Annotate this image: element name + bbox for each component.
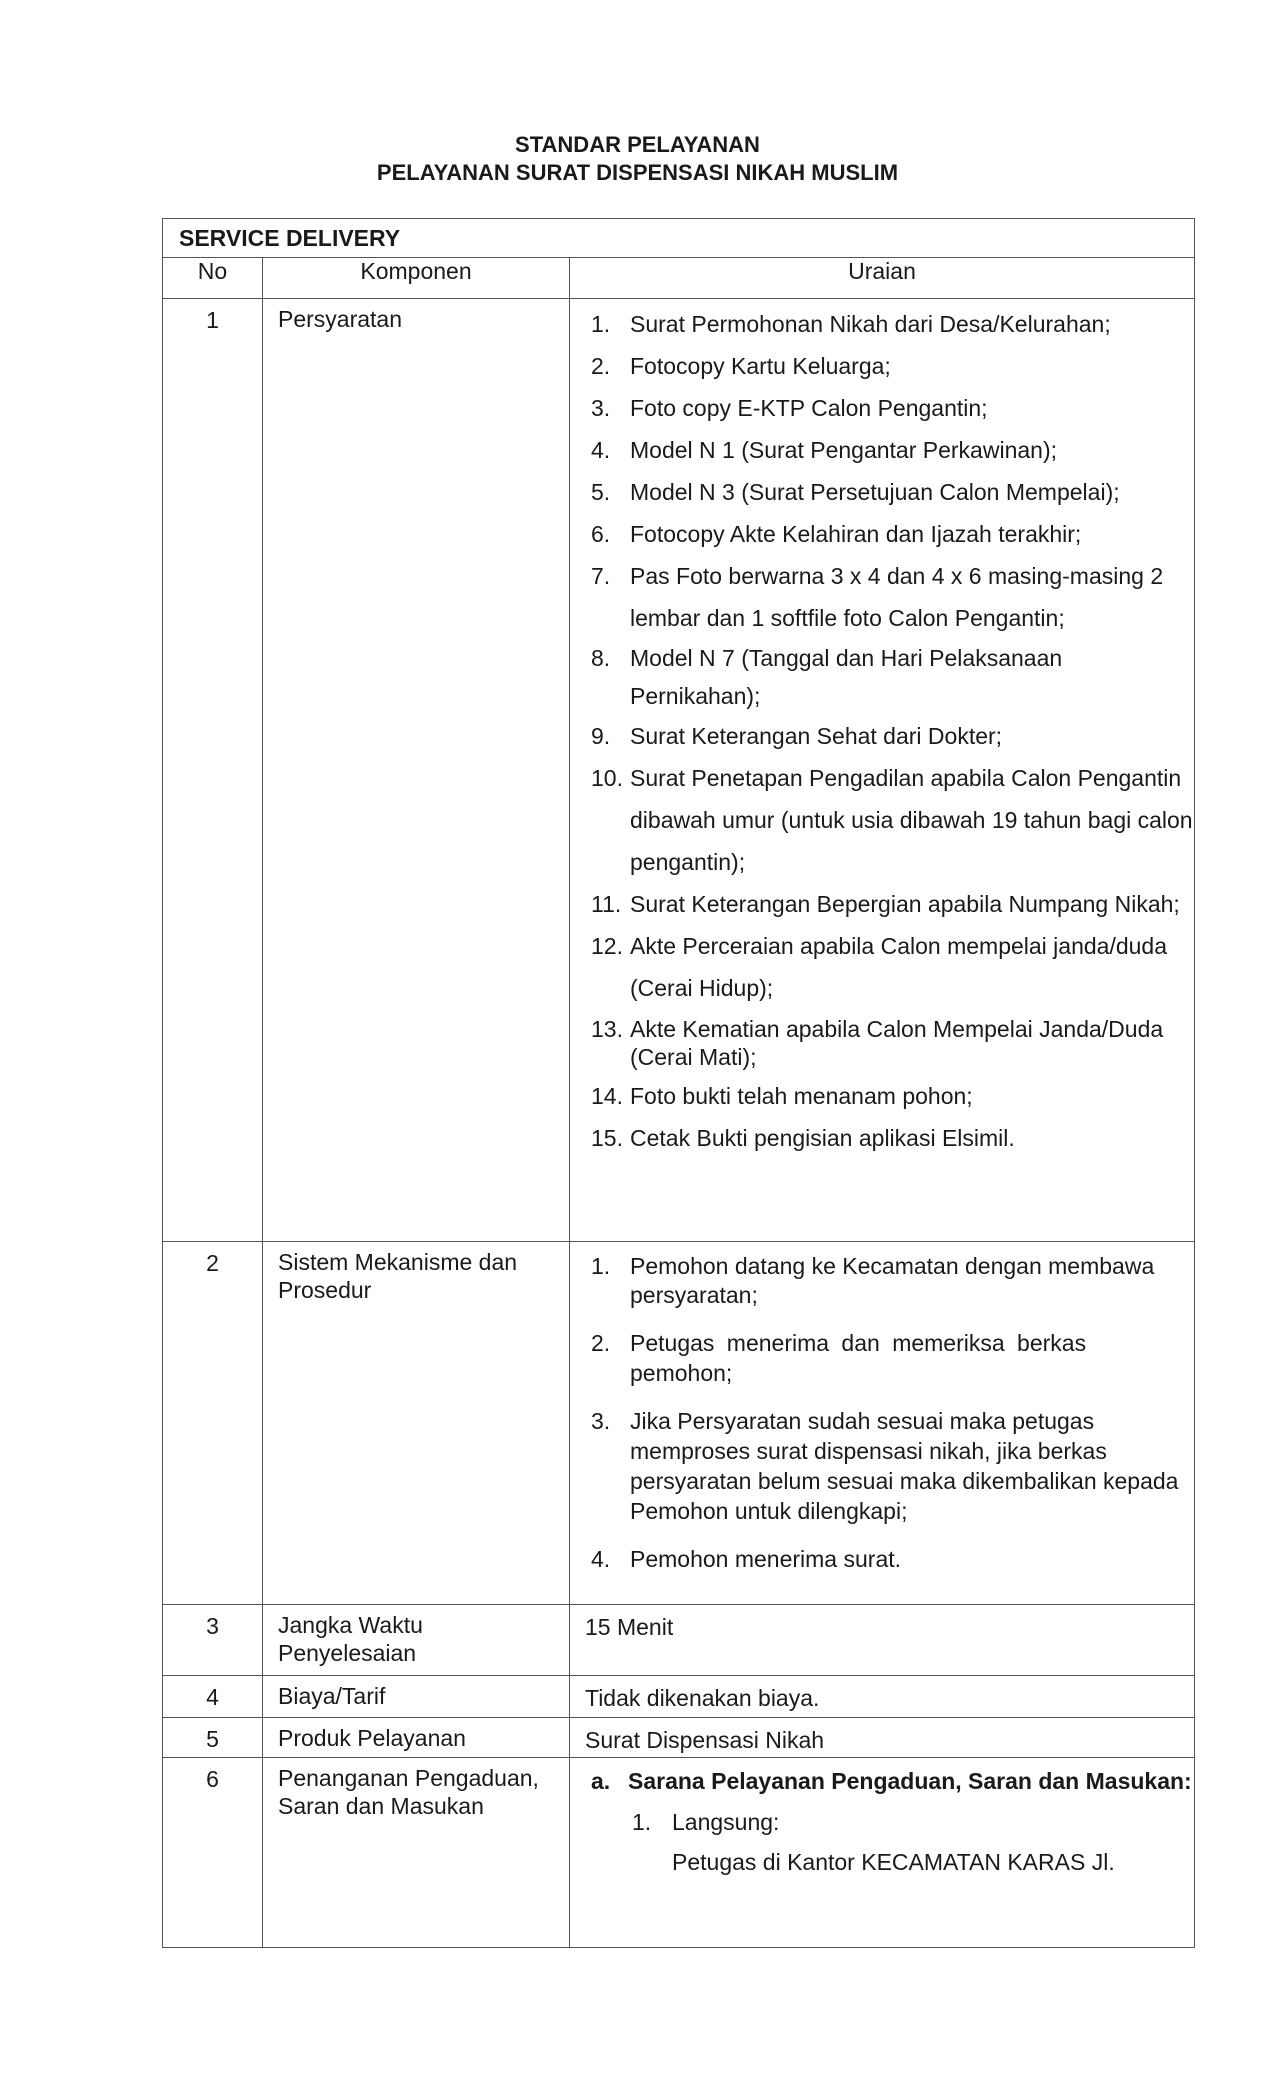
list-item: 5. Model N 3 (Surat Persetujuan Calon Mempelai); — [591, 479, 1120, 505]
complaint-channel-detail: Petugas di Kantor KECAMATAN KARAS Jl. — [672, 1849, 1115, 1875]
list-item: 9. Surat Keterangan Sehat dari Dokter; — [591, 723, 1003, 749]
list-item: 1. Surat Permohonan Nikah dari Desa/Kelurahan; — [591, 311, 1111, 337]
row-uraian: 15 Menit — [585, 1614, 674, 1640]
list-item: 12. Akte Perceraian apabila Calon mempelai janda/duda (Cerai Hidup); — [591, 933, 1168, 1001]
complaint-channel-label: Langsung: — [672, 1809, 780, 1835]
header-komponen: Komponen — [263, 258, 570, 299]
service-standard-table — [162, 218, 1195, 1948]
table-row — [163, 1758, 1195, 1948]
list-item: 13. Akte Kematian apabila Calon Mempelai Janda/Duda (Cerai Mati); — [591, 1016, 1164, 1070]
header-no: No — [163, 258, 263, 299]
list-item: 2. Petugas menerima dan memeriksa berkas pemohon; — [591, 1330, 1087, 1386]
row-number: 3 — [206, 1613, 219, 1639]
document-subtitle: PELAYANAN SURAT DISPENSASI NIKAH MUSLIM — [376, 160, 899, 185]
procedure-list — [570, 1242, 1194, 1580]
row-uraian: Surat Dispensasi Nikah — [585, 1727, 825, 1753]
row-number: 4 — [206, 1684, 219, 1710]
list-item: 4. Model N 1 (Surat Pengantar Perkawinan); — [591, 437, 1057, 463]
complaint-section-heading: a. Sarana Pelayanan Pengaduan, Saran dan Masukan: — [591, 1768, 1192, 1794]
header-uraian: Uraian — [570, 258, 1195, 299]
list-item: 3. Foto copy E-KTP Calon Pengantin; — [591, 395, 988, 421]
row-uraian: Tidak dikenakan biaya. — [585, 1685, 820, 1711]
row-komponen: Penanganan Pengaduan, Saran dan Masukan — [278, 1765, 539, 1819]
list-item: 15. Cetak Bukti pengisian aplikasi Elsimil. — [591, 1125, 1015, 1151]
list-item: 1. Langsung: Petugas di Kantor KECAMATAN KARAS Jl. — [570, 1796, 1194, 1882]
row-number: 5 — [206, 1726, 219, 1752]
table-header-row — [163, 258, 1195, 299]
list-item: 7. Pas Foto berwarna 3 x 4 dan 4 x 6 masing-masing 2 lembar dan 1 softfile foto Calon Pengantin; — [591, 563, 1164, 631]
section-label: SERVICE DELIVERY — [163, 219, 1195, 258]
row-number: 2 — [206, 1250, 219, 1276]
table-row — [163, 299, 1195, 1242]
row-komponen: Persyaratan — [278, 306, 403, 332]
list-item: 8. Model N 7 (Tanggal dan Hari Pelaksanaan Pernikahan); — [591, 645, 1063, 709]
row-komponen: Sistem Mekanisme dan Prosedur — [278, 1249, 518, 1303]
row-komponen: Jangka Waktu Penyelesaian — [278, 1612, 423, 1666]
list-item: 2. Fotocopy Kartu Keluarga; — [591, 353, 891, 379]
row-komponen: Biaya/Tarif — [278, 1683, 386, 1709]
list-item: 1. Pemohon datang ke Kecamatan dengan membawa persyaratan; — [591, 1253, 1155, 1308]
requirements-list — [570, 299, 1194, 1159]
list-item: 14. Foto bukti telah menanam pohon; — [591, 1083, 973, 1109]
list-item: 4. Pemohon menerima surat. — [591, 1546, 902, 1572]
list-item: 3. Jika Persyaratan sudah sesuai maka petugas memproses surat dispensasi nikah, jika berkas persyaratan belum sesuai maka dikembalikan kepada Pemohon untuk dilengkapi; — [591, 1408, 1179, 1524]
list-item: 10. Surat Penetapan Pengadilan apabila Calon Pengantin dibawah umur (untuk usia dibawah 19 tahun bagi calon pengantin); — [591, 765, 1193, 875]
row-komponen: Produk Pelayanan — [278, 1725, 466, 1751]
table-row — [163, 1718, 1195, 1758]
list-item: 11. Surat Keterangan Bepergian apabila Numpang Nikah; — [591, 891, 1180, 917]
row-number: 1 — [206, 307, 219, 333]
table-row — [163, 1676, 1195, 1718]
row-number: 6 — [206, 1766, 219, 1792]
table-row — [163, 1605, 1195, 1676]
table-row — [163, 1242, 1195, 1605]
list-item: 6. Fotocopy Akte Kelahiran dan Ijazah terakhir; — [591, 521, 1082, 547]
document-title: STANDAR PELAYANAN — [515, 132, 760, 157]
